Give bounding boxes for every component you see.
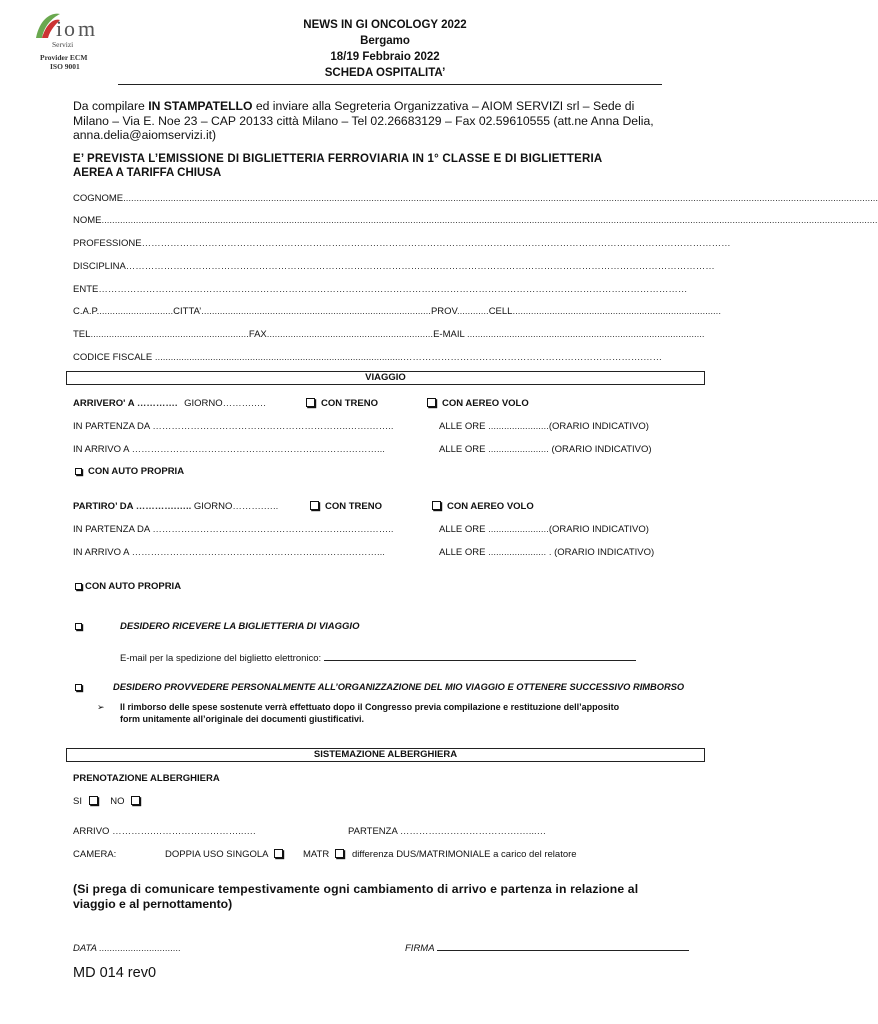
footer-notice-line1: (Si prega di comunicare tempestivamente ogni cambiamento di arrivo e partenza in relazione al	[73, 882, 639, 896]
checkbox-icon	[310, 501, 319, 510]
intro-stampatello: IN STAMPATELLO	[148, 99, 253, 113]
firma-field[interactable]: FIRMA	[405, 943, 689, 954]
notice-line1: E’ PREVISTA L’EMISSIONE DI BIGLIETTERIA FERROVIARIA IN 1° CLASSE E DI BIGLIETTERIA	[73, 153, 603, 165]
si-checkbox[interactable]	[89, 796, 98, 805]
arrivo-treno-checkbox[interactable]: CON TRENO	[306, 398, 378, 409]
no-checkbox[interactable]	[131, 796, 140, 805]
arrow-right-icon: ➢	[97, 702, 105, 712]
rimborso-line1: Il rimborso delle spese sostenute verrà effettuato dopo il Congresso previa compilazione e restituzione dell’apposito	[120, 702, 620, 712]
notice-line2: AEREA A TARIFFA CHIUSA	[73, 167, 222, 179]
provvedere-checkbox[interactable]	[75, 682, 88, 693]
logo-sub1: Servizi	[52, 40, 74, 49]
cell-field[interactable]: CELL...............................................................................	[488, 306, 721, 317]
doc-code: MD 014 rev0	[73, 965, 157, 981]
arrivo-aereo-checkbox[interactable]: CON AEREO VOLO	[427, 398, 529, 409]
arrivo-partenza-ore-field[interactable]: ALLE ORE .......................(ORARIO INDICATIVO)	[439, 421, 649, 432]
tel-field[interactable]: TEL............................................................	[73, 329, 249, 340]
viaggio-section-title: VIAGGIO	[66, 371, 705, 385]
checkbox-icon	[335, 849, 344, 858]
checkbox-icon	[427, 398, 436, 407]
prenotazione-label: PRENOTAZIONE ALBERGHIERA	[73, 773, 220, 784]
checkbox-icon	[75, 684, 82, 691]
arrivo-arrivo-ore-field[interactable]: ALLE ORE ....................... (ORARIO INDICATIVO)	[439, 444, 652, 455]
intro-line3: anna.delia@aiomservizi.it)	[73, 128, 217, 142]
arrivo-auto-checkbox[interactable]: CON AUTO PROPRIA	[75, 466, 184, 477]
arrivo-field[interactable]: ARRIVO ………….………………………..….	[73, 826, 256, 837]
doppia-checkbox[interactable]: DOPPIA USO SINGOLA	[165, 849, 289, 860]
arrivo-in-arrivo-field[interactable]: IN ARRIVO A …………………………………………………..……….………...	[73, 444, 385, 455]
header-form-title: SCHEDA OSPITALITA’	[324, 67, 446, 79]
email-spedizione-line	[324, 660, 636, 661]
header-dates: 18/19 Febbraio 2022	[330, 51, 440, 63]
intro-a: Da compilare	[73, 99, 149, 113]
logo-sub2: Provider ECM	[40, 53, 88, 62]
checkbox-icon	[75, 623, 82, 630]
hotel-section-title: SISTEMAZIONE ALBERGHIERA	[66, 748, 705, 762]
svg-text:i: i	[56, 16, 63, 41]
email-field[interactable]: E-MAIL ..........................................................................................	[433, 329, 705, 340]
arrivo-in-partenza-field[interactable]: IN PARTENZA DA ……………………………………………………..…….……..	[73, 421, 394, 432]
arrivero-row: ARRIVERO' A …………. GIORNO……….….	[73, 398, 266, 409]
partenza-treno-checkbox[interactable]: CON TRENO	[310, 501, 382, 512]
partenza-arrivo-ore-field[interactable]: ALLE ORE ...................... . (ORARIO INDICATIVO)	[439, 547, 655, 558]
checkbox-icon	[432, 501, 441, 510]
checkbox-icon	[75, 468, 82, 475]
nome-field[interactable]: NOME......................................................................................................................................................................................................................................................................................................	[73, 215, 878, 226]
partenza-in-arrivo-field[interactable]: IN ARRIVO A …………………………………………………..……….………...	[73, 547, 385, 558]
svg-text:m: m	[78, 16, 96, 41]
professione-field[interactable]: PROFESSIONE……………………………………………………………………………………………………………………………………………………………………	[73, 238, 731, 249]
partenza-partenza-ore-field[interactable]: ALLE ORE .......................(ORARIO INDICATIVO)	[439, 524, 649, 535]
cap-citta-prov-cell-row	[73, 306, 721, 317]
partenza-auto-checkbox[interactable]: CON AUTO PROPRIA	[75, 581, 181, 592]
intro-line2: Milano – Via E. Noe 23 – CAP 20133 città Milano – Tel 02.26683129 – Fax 02.59610555 (att.ne Anna Delia,	[73, 114, 654, 128]
svg-text:o: o	[64, 16, 75, 41]
ricevere-checkbox[interactable]	[75, 621, 88, 632]
codice-fiscale-field[interactable]: CODICE FISCALE ..............................................................................................………………………………………………………………….……	[73, 352, 663, 363]
ente-field[interactable]: ENTE……………………………………………………………………………………………………………………………………………………………………	[73, 284, 688, 295]
footer-notice-line2: viaggio e al pernottamento)	[73, 897, 233, 911]
rimborso-line2: form unitamente all’originale dei documenti giustificativi.	[120, 714, 365, 724]
camera-label: CAMERA:	[73, 849, 117, 860]
partenza-aereo-checkbox[interactable]: CON AEREO VOLO	[432, 501, 534, 512]
checkbox-icon	[75, 583, 82, 590]
fax-field[interactable]: FAX...............................................................	[248, 329, 434, 340]
cap-field[interactable]: C.A.P.............................	[73, 306, 174, 317]
citta-field[interactable]: CITTA’.......................................................................................	[173, 306, 431, 317]
prov-field[interactable]: PROV............	[430, 306, 489, 317]
email-spedizione-field[interactable]: E-mail per la spedizione del biglietto elettronico:	[120, 653, 636, 664]
partenza-in-partenza-field[interactable]: IN PARTENZA DA ……………………………………………………..…….……..	[73, 524, 394, 535]
partenza-field[interactable]: PARTENZA ………….…………………….…...…	[348, 826, 547, 837]
matr-checkbox[interactable]: MATR	[303, 849, 350, 860]
checkbox-icon	[306, 398, 315, 407]
tel-fax-email-row	[73, 329, 705, 340]
cognome-field[interactable]: COGNOME..............................................................................................................................................................................................................................................................................................	[73, 193, 878, 204]
checkbox-icon	[274, 849, 283, 858]
ricevere-label: DESIDERO RICEVERE LA BIGLIETTERIA DI VIAGGIO	[120, 621, 360, 632]
header-divider	[118, 84, 662, 85]
header-city: Bergamo	[360, 35, 410, 47]
differenza-note: differenza DUS/MATRIMONIALE a carico del relatore	[352, 849, 577, 860]
si-no-row: SI NO	[73, 796, 146, 807]
firma-line	[437, 950, 689, 951]
data-field[interactable]: DATA ...............................	[73, 943, 182, 954]
provvedere-label: DESIDERO PROVVEDERE PERSONALMENTE ALL’ORGANIZZAZIONE DEL MIO VIAGGIO E OTTENERE SUCCESSIVO RIMBORSO	[113, 682, 685, 692]
disciplina-field[interactable]: DISCIPLINA……………………………………………………………………………………………………………………………………………………………………	[73, 261, 715, 272]
intro-c: ed inviare alla Segreteria Organizzativa – AIOM SERVIZI srl – Sede di	[252, 99, 635, 113]
partiro-row: PARTIRO’ DA ………….….. GIORNO……….…..	[73, 501, 279, 512]
header-title: NEWS IN GI ONCOLOGY 2022	[303, 19, 467, 31]
logo-sub3: ISO 9001	[50, 62, 80, 71]
